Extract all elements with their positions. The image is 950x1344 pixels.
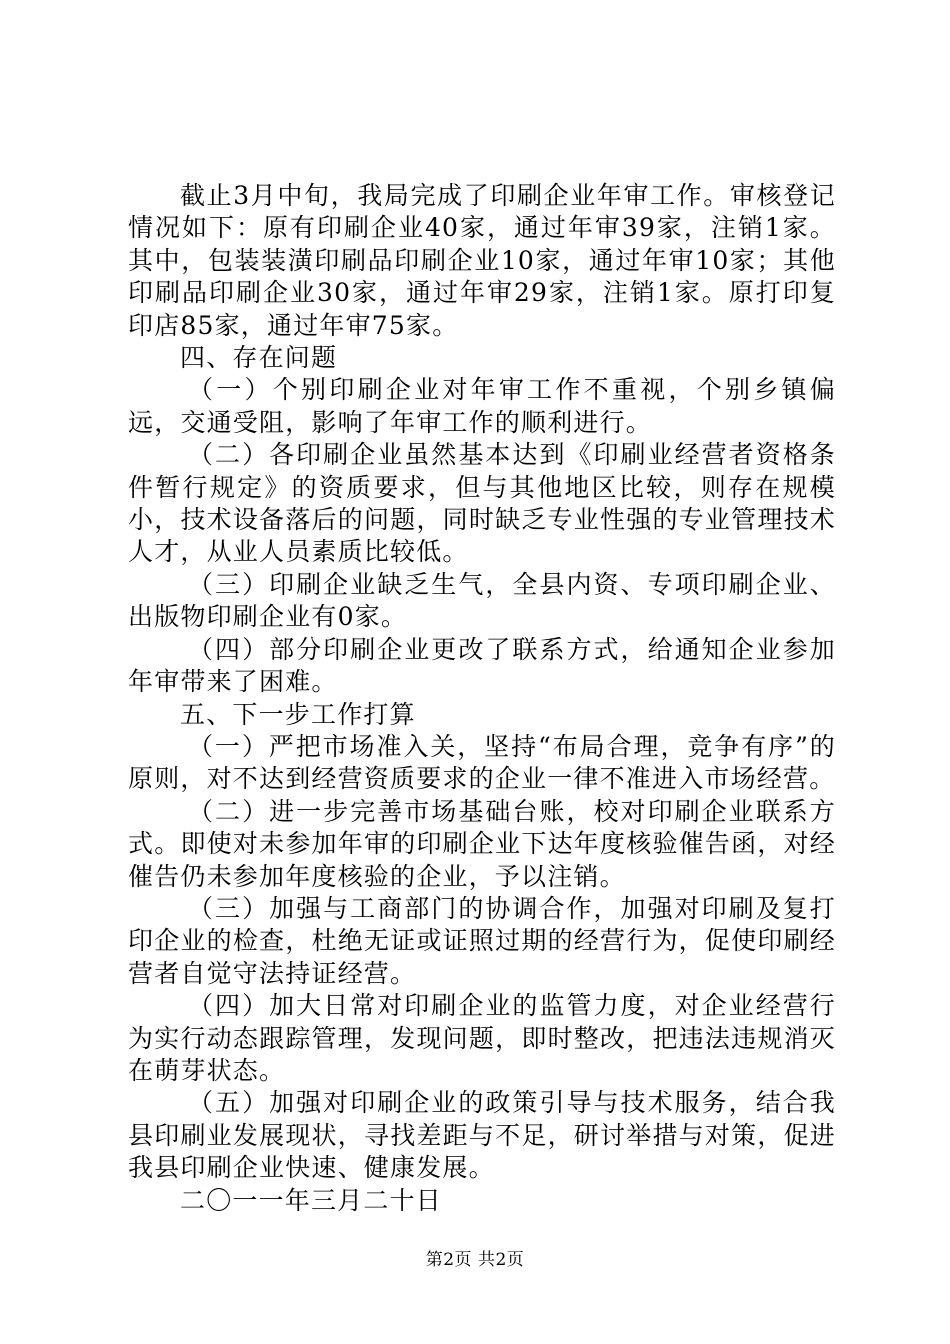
paragraph-problem-1: （一）个别印刷企业对年审工作不重视，个别乡镇偏远，交通受阻，影响了年审工作的顺利进行。 bbox=[128, 375, 836, 437]
section-heading-next-steps: 五、下一步工作打算 bbox=[180, 699, 416, 729]
paragraph-plan-4: （四）加大日常对印刷企业的监管力度，对企业经营行为实行动态跟踪管理，发现问题，即时整改，把违法违规消灭在萌芽状态。 bbox=[128, 991, 836, 1085]
paragraph-plan-1: （一）严把市场准入关，坚持“布局合理，竞争有序”的原则，对不达到经营资质要求的企业一律不准进入市场经营。 bbox=[128, 731, 836, 794]
paragraph-problem-2: （二）各印刷企业虽然基本达到《印刷业经营者资格条件暂行规定》的资质要求，但与其他地区比较，则存在规模小，技术设备落后的问题，同时缺乏专业性强的专业管理技术人才，从业人员素质比较低。 bbox=[128, 440, 836, 567]
page-number-footer: 第2页 共2页 bbox=[425, 1250, 525, 1270]
paragraph-plan-3: （三）加强与工商部门的协调合作，加强对印刷及复打印企业的检查，杜绝无证或证照过期的经营行为，促使印刷经营者自觉守法持证经营。 bbox=[128, 893, 836, 988]
section-heading-problems: 四、存在问题 bbox=[180, 343, 338, 373]
paragraph-plan-5: （五）加强对印刷企业的政策引导与技术服务，结合我县印刷业发展现状，寻找差距与不足，研讨举措与对策，促进我县印刷企业快速、健康发展。 bbox=[128, 1088, 836, 1183]
paragraph-problem-4: （四）部分印刷企业更改了联系方式，给通知企业参加年审带来了困难。 bbox=[128, 634, 836, 697]
paragraph-plan-2: （二）进一步完善市场基础台账，校对印刷企业联系方式。即使对未参加年审的印刷企业下达年度核验催告函，对经催告仍未参加年度核验的企业，予以注销。 bbox=[128, 796, 836, 891]
document-date: 二〇一一年三月二十日 bbox=[180, 1185, 443, 1215]
paragraph-review-summary: 截止3月中旬，我局完成了印刷企业年审工作。审核登记情况如下：原有印刷企业40家，通过年审39家，注销1家。其中，包装装潢印刷品印刷企业10家，通过年审10家；其他印刷品印刷企业30家，通过年审29家，注销1家。原打印复印店85家，通过年审75家。 bbox=[128, 181, 836, 340]
document-body bbox=[128, 180, 836, 1217]
paragraph-problem-3: （三）印刷企业缺乏生气，全县内资、专项印刷企业、出版物印刷企业有0家。 bbox=[128, 569, 836, 632]
